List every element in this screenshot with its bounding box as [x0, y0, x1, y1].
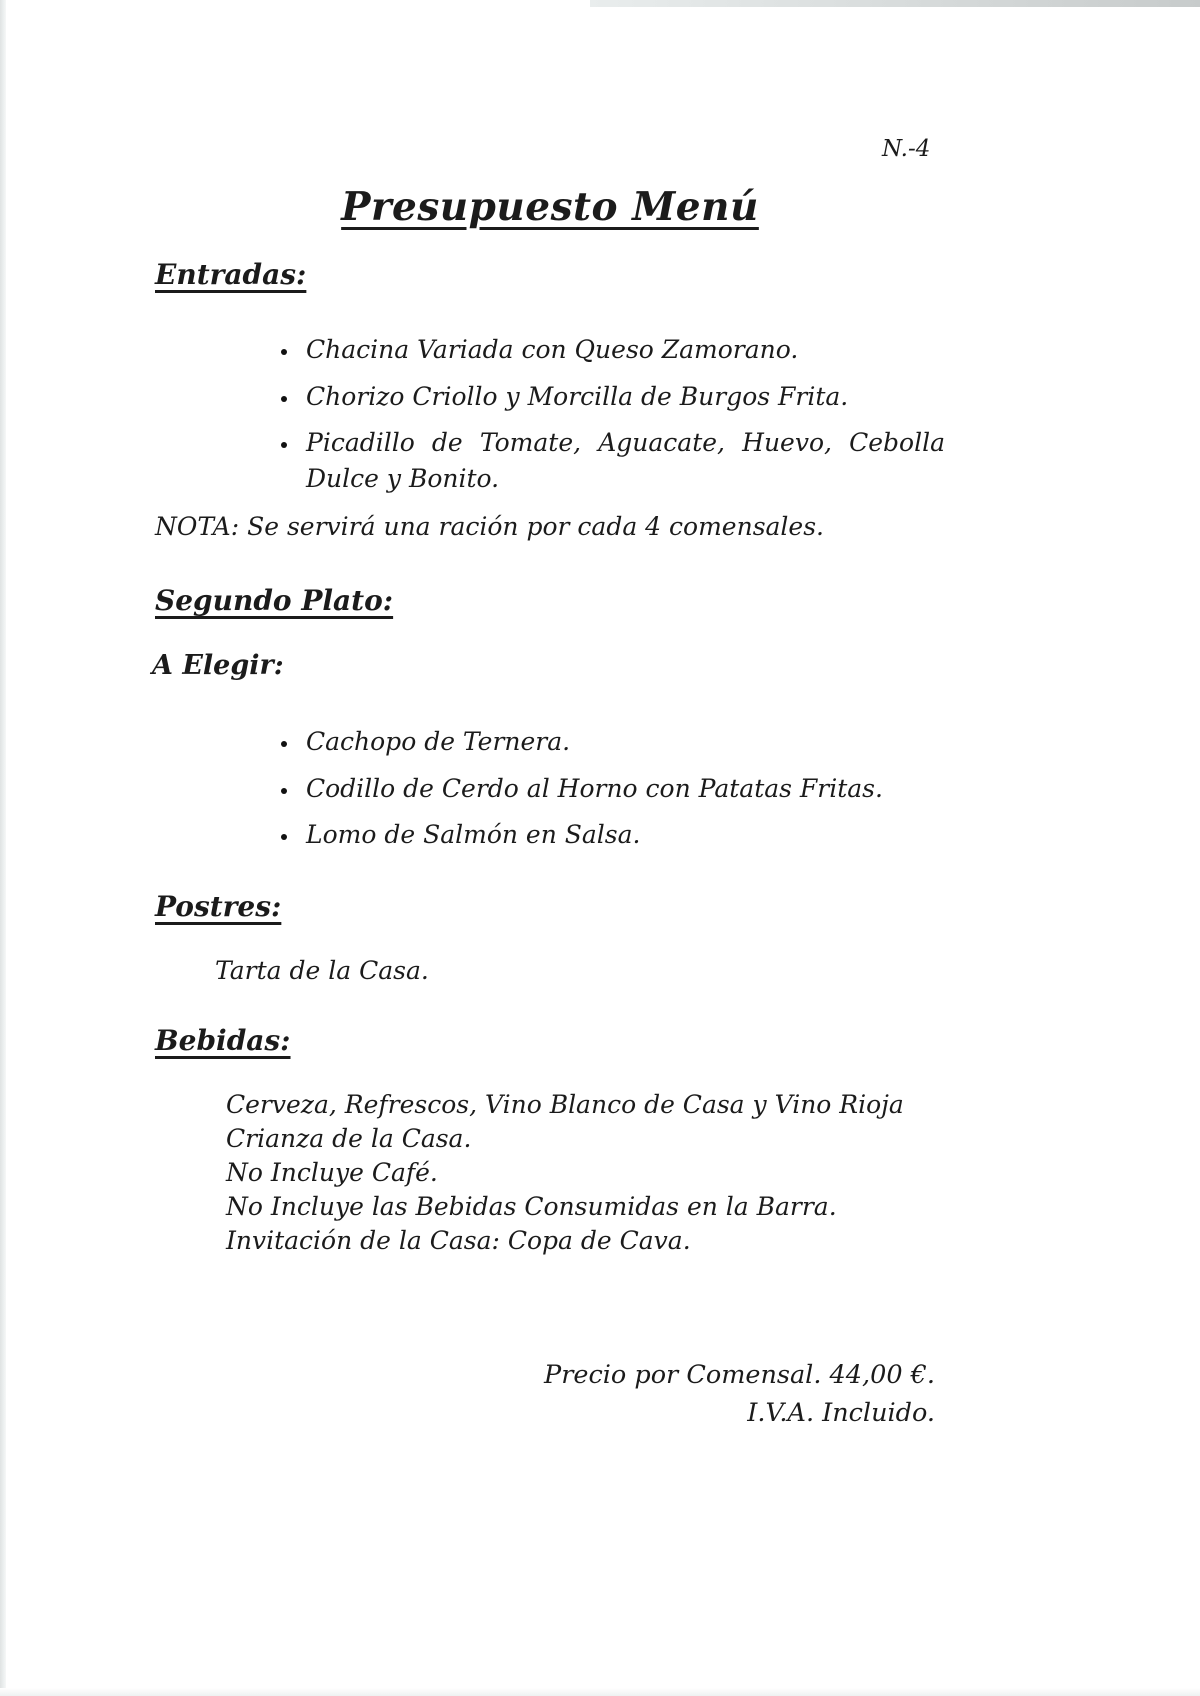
- list-item: • Chorizo Criollo y Morcilla de Burgos Frita.: [300, 379, 945, 415]
- document-title: [155, 184, 945, 230]
- page-number: N.-4: [882, 136, 931, 162]
- bebidas-line: No Incluye Café.: [226, 1158, 438, 1187]
- section-heading-entradas-text: Entradas:: [155, 258, 307, 291]
- section-heading-segundo-plato-text: Segundo Plato:: [155, 584, 394, 617]
- list-item: • Codillo de Cerdo al Horno con Patatas Fritas.: [300, 771, 945, 807]
- document-title-text: Presupuesto Menú: [341, 184, 759, 230]
- section-heading-bebidas: [155, 1024, 291, 1057]
- scan-edge-top: [590, 0, 1200, 7]
- bebidas-line: No Incluye las Bebidas Consumidas en la Barra.: [226, 1192, 837, 1221]
- scan-edge-bottom: [0, 1688, 1200, 1696]
- section-heading-segundo-plato: [155, 584, 393, 617]
- entradas-list: [155, 332, 945, 507]
- price-block: [155, 1356, 935, 1433]
- section-heading-entradas: [155, 258, 306, 291]
- price-line: Precio por Comensal. 44,00 €.: [544, 1360, 935, 1390]
- postres-item: Tarta de la Casa.: [215, 956, 429, 985]
- bebidas-paragraph: [226, 1088, 940, 1258]
- serving-note: NOTA: Se servirá una ración por cada 4 comensales.: [155, 512, 824, 541]
- segundo-plato-list: [155, 724, 945, 864]
- subheading-a-elegir: A Elegir:: [152, 650, 284, 681]
- list-item: • Chacina Variada con Queso Zamorano.: [300, 332, 945, 368]
- list-item: • Picadillo de Tomate, Aguacate, Huevo, Cebolla Dulce y Bonito.: [300, 425, 945, 496]
- list-item: • Lomo de Salmón en Salsa.: [300, 817, 945, 853]
- section-heading-postres-text: Postres:: [155, 890, 282, 923]
- section-heading-bebidas-text: Bebidas:: [155, 1024, 291, 1057]
- vat-line: I.V.A. Incluido.: [747, 1398, 935, 1429]
- list-item: • Cachopo de Ternera.: [300, 724, 945, 760]
- section-heading-postres: [155, 890, 281, 923]
- bebidas-line: Cerveza, Refrescos, Vino Blanco de Casa y Vino Rioja Crianza de la Casa.: [226, 1090, 904, 1153]
- scan-edge-left: [0, 0, 6, 1696]
- bebidas-line: Invitación de la Casa: Copa de Cava.: [226, 1226, 691, 1255]
